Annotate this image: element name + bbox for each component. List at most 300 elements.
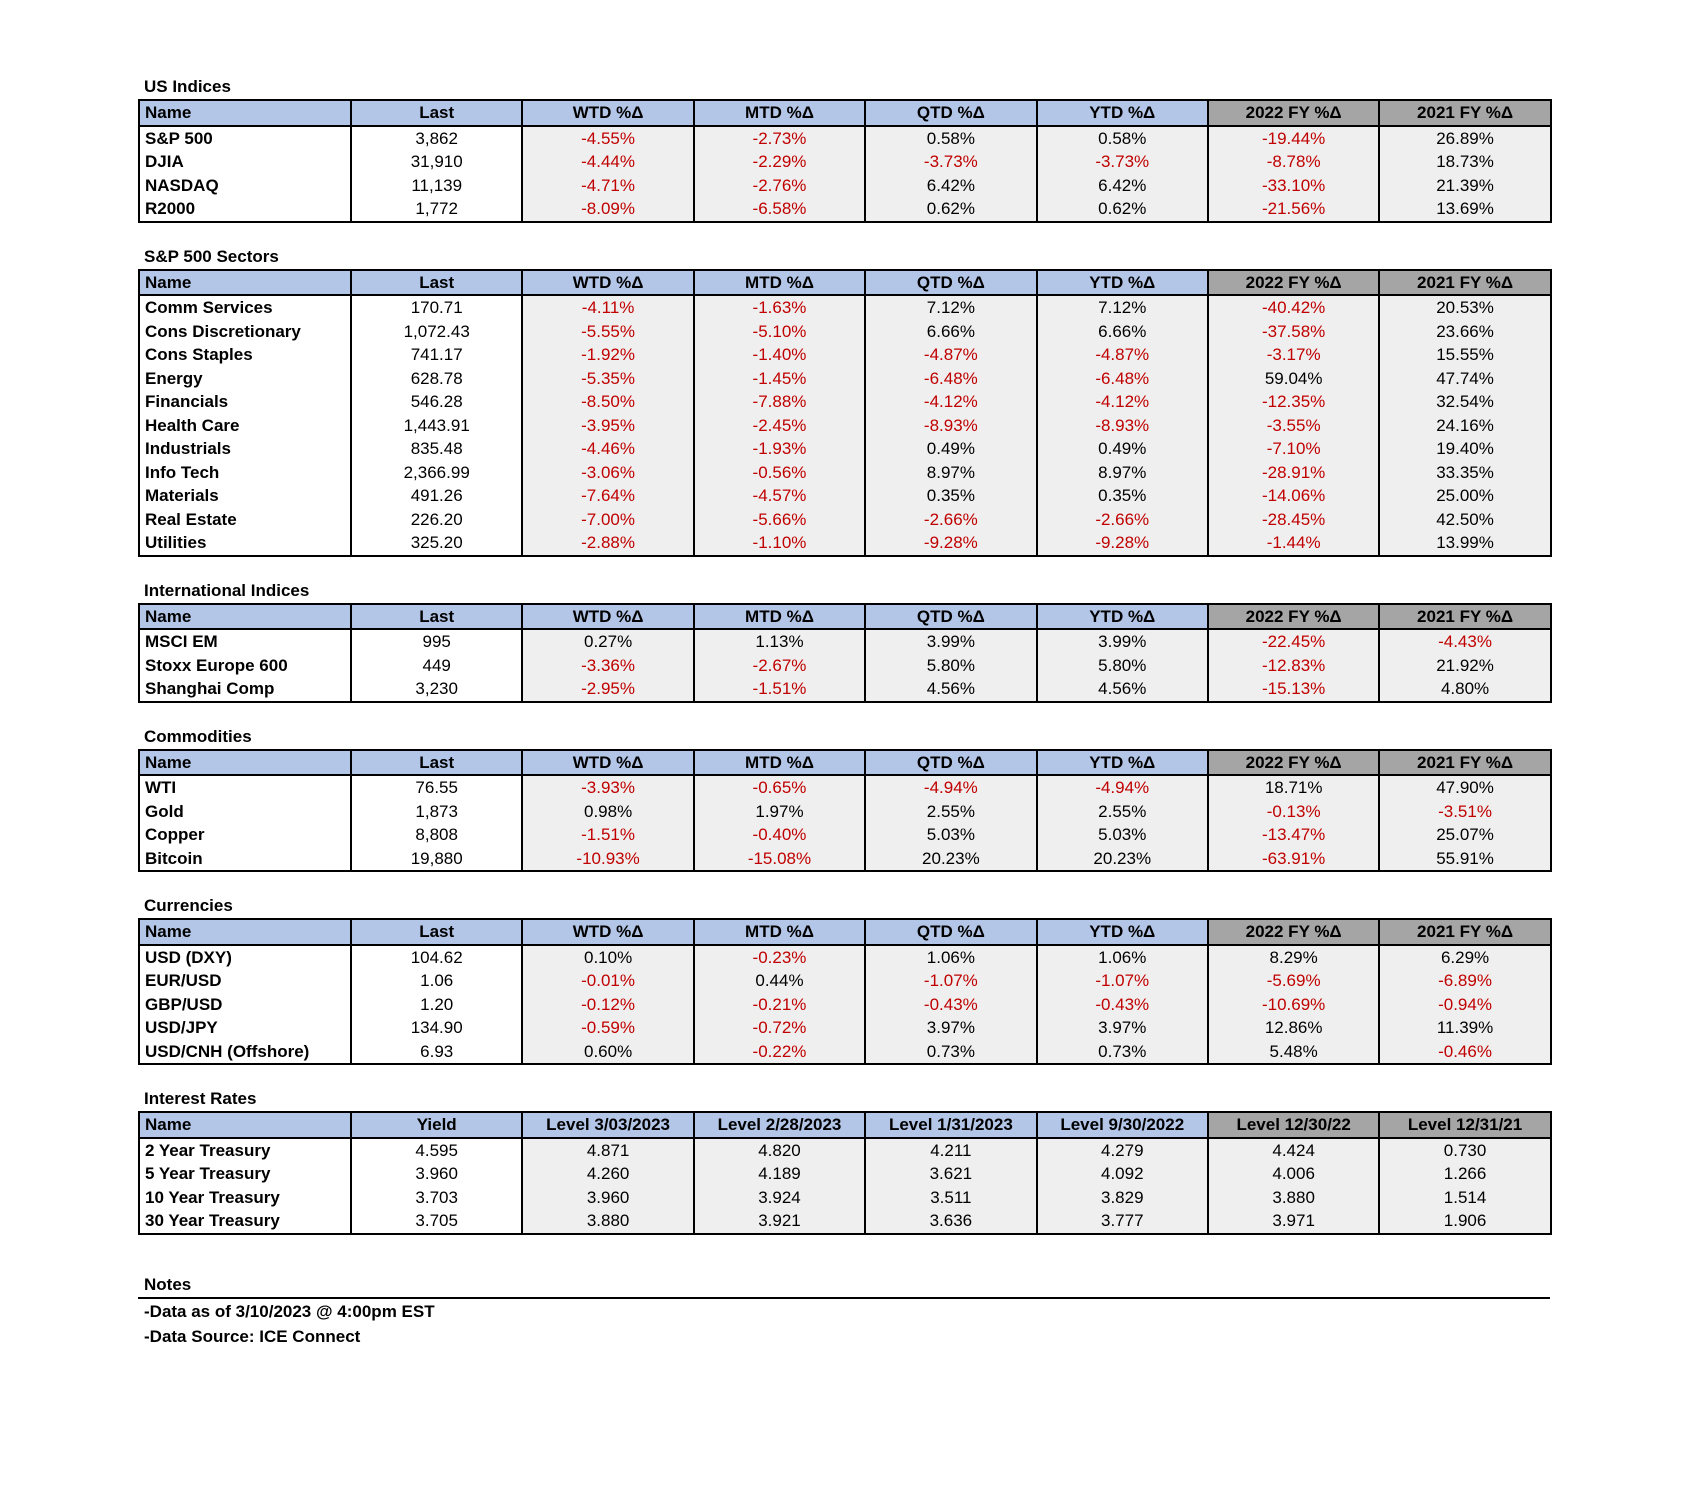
value-cell: -10.93% — [522, 847, 693, 872]
value-cell: -8.09% — [522, 197, 693, 222]
value-cell: 170.71 — [351, 295, 522, 320]
value-cell: 4.006 — [1208, 1162, 1379, 1186]
value-cell: 325.20 — [351, 531, 522, 556]
value-cell: -6.48% — [865, 367, 1036, 391]
value-cell: 2,366.99 — [351, 461, 522, 485]
row-name-cell: 30 Year Treasury — [139, 1209, 351, 1234]
column-header: MTD %Δ — [694, 100, 865, 126]
value-cell: 104.62 — [351, 945, 522, 970]
value-cell: -3.93% — [522, 775, 693, 800]
value-cell: -2.88% — [522, 531, 693, 556]
column-header: Level 9/30/2022 — [1037, 1112, 1208, 1138]
value-cell: 8.97% — [1037, 461, 1208, 485]
column-header: MTD %Δ — [694, 270, 865, 296]
value-cell: 4.56% — [865, 677, 1036, 702]
row-name-cell: Comm Services — [139, 295, 351, 320]
header-row — [139, 100, 1551, 126]
value-cell: 2.55% — [1037, 800, 1208, 824]
value-cell: 0.58% — [1037, 126, 1208, 151]
value-cell: 0.58% — [865, 126, 1036, 151]
value-cell: -2.76% — [694, 174, 865, 198]
value-cell: 12.86% — [1208, 1016, 1379, 1040]
value-cell: -5.55% — [522, 320, 693, 344]
column-header: MTD %Δ — [694, 604, 865, 630]
section-s-p-500-sectors — [138, 244, 1550, 557]
section-interest-rates — [138, 1086, 1550, 1235]
column-header: QTD %Δ — [865, 270, 1036, 296]
value-cell: 1,873 — [351, 800, 522, 824]
value-cell: 3.703 — [351, 1186, 522, 1210]
value-cell: -1.93% — [694, 437, 865, 461]
value-cell: 4.595 — [351, 1138, 522, 1163]
table-row — [139, 414, 1551, 438]
value-cell: -8.78% — [1208, 150, 1379, 174]
section-title: Interest Rates — [144, 1089, 257, 1108]
value-cell: -4.87% — [1037, 343, 1208, 367]
value-cell: 6.29% — [1379, 945, 1550, 970]
table-row — [139, 437, 1551, 461]
value-cell: 4.56% — [1037, 677, 1208, 702]
value-cell: 0.49% — [865, 437, 1036, 461]
column-header: Last — [351, 270, 522, 296]
value-cell: -0.40% — [694, 823, 865, 847]
value-cell: 5.80% — [1037, 654, 1208, 678]
row-name-cell: EUR/USD — [139, 969, 351, 993]
value-cell: 134.90 — [351, 1016, 522, 1040]
header-row — [139, 750, 1551, 776]
value-cell: -4.12% — [865, 390, 1036, 414]
table-row — [139, 295, 1551, 320]
column-header: QTD %Δ — [865, 604, 1036, 630]
header-row — [139, 270, 1551, 296]
value-cell: -1.51% — [522, 823, 693, 847]
value-cell: -2.95% — [522, 677, 693, 702]
value-cell: -28.91% — [1208, 461, 1379, 485]
data-table — [138, 918, 1552, 1065]
data-table — [138, 603, 1552, 703]
column-header: 2022 FY %Δ — [1208, 750, 1379, 776]
section-title: S&P 500 Sectors — [144, 246, 279, 266]
table-row — [139, 823, 1551, 847]
value-cell: 3.924 — [694, 1186, 865, 1210]
value-cell: 24.16% — [1379, 414, 1550, 438]
column-header: 2021 FY %Δ — [1379, 100, 1550, 126]
value-cell: 4.092 — [1037, 1162, 1208, 1186]
section-us-indices — [138, 74, 1550, 223]
row-name-cell: Materials — [139, 484, 351, 508]
value-cell: 3.921 — [694, 1209, 865, 1234]
value-cell: -63.91% — [1208, 847, 1379, 872]
value-cell: 6.42% — [1037, 174, 1208, 198]
value-cell: 3.621 — [865, 1162, 1036, 1186]
column-header: Level 12/30/22 — [1208, 1112, 1379, 1138]
column-header: Last — [351, 750, 522, 776]
column-header: Name — [139, 1112, 351, 1138]
value-cell: -7.00% — [522, 508, 693, 532]
value-cell: -0.56% — [694, 461, 865, 485]
column-header: Level 1/31/2023 — [865, 1112, 1036, 1138]
value-cell: -0.46% — [1379, 1040, 1550, 1065]
value-cell: -33.10% — [1208, 174, 1379, 198]
row-name-cell: R2000 — [139, 197, 351, 222]
row-name-cell: Info Tech — [139, 461, 351, 485]
value-cell: 3.511 — [865, 1186, 1036, 1210]
column-header: WTD %Δ — [522, 270, 693, 296]
column-header: Level 3/03/2023 — [522, 1112, 693, 1138]
column-header: 2021 FY %Δ — [1379, 919, 1550, 945]
value-cell: -1.92% — [522, 343, 693, 367]
table-row — [139, 629, 1551, 654]
column-header: Level 2/28/2023 — [694, 1112, 865, 1138]
value-cell: -15.08% — [694, 847, 865, 872]
table-row — [139, 320, 1551, 344]
value-cell: 4.189 — [694, 1162, 865, 1186]
data-table — [138, 99, 1552, 223]
row-name-cell: GBP/USD — [139, 993, 351, 1017]
value-cell: -1.10% — [694, 531, 865, 556]
value-cell: 0.73% — [1037, 1040, 1208, 1065]
data-table — [138, 269, 1552, 557]
column-header: 2021 FY %Δ — [1379, 604, 1550, 630]
data-table — [138, 1111, 1552, 1235]
value-cell: -2.66% — [1037, 508, 1208, 532]
value-cell: 2.55% — [865, 800, 1036, 824]
value-cell: -5.10% — [694, 320, 865, 344]
table-row — [139, 775, 1551, 800]
sections-container — [138, 74, 1550, 1235]
value-cell: 3.705 — [351, 1209, 522, 1234]
column-header: 2022 FY %Δ — [1208, 919, 1379, 945]
value-cell: -28.45% — [1208, 508, 1379, 532]
value-cell: 546.28 — [351, 390, 522, 414]
value-cell: -4.43% — [1379, 629, 1550, 654]
value-cell: -1.07% — [1037, 969, 1208, 993]
value-cell: -4.44% — [522, 150, 693, 174]
table-row — [139, 800, 1551, 824]
value-cell: 3.880 — [522, 1209, 693, 1234]
value-cell: -9.28% — [865, 531, 1036, 556]
column-header: MTD %Δ — [694, 750, 865, 776]
row-name-cell: USD/JPY — [139, 1016, 351, 1040]
value-cell: 20.23% — [865, 847, 1036, 872]
value-cell: -4.11% — [522, 295, 693, 320]
value-cell: 0.62% — [865, 197, 1036, 222]
row-name-cell: Copper — [139, 823, 351, 847]
data-table — [138, 749, 1552, 873]
value-cell: 628.78 — [351, 367, 522, 391]
value-cell: 4.80% — [1379, 677, 1550, 702]
value-cell: 0.98% — [522, 800, 693, 824]
value-cell: -2.29% — [694, 150, 865, 174]
value-cell: 6.66% — [1037, 320, 1208, 344]
row-name-cell: DJIA — [139, 150, 351, 174]
value-cell: 18.73% — [1379, 150, 1550, 174]
value-cell: 25.07% — [1379, 823, 1550, 847]
value-cell: 33.35% — [1379, 461, 1550, 485]
section-international-indices — [138, 578, 1550, 703]
value-cell: 47.90% — [1379, 775, 1550, 800]
value-cell: 8.97% — [865, 461, 1036, 485]
market-summary-page — [138, 74, 1550, 1349]
value-cell: 0.49% — [1037, 437, 1208, 461]
value-cell: -1.07% — [865, 969, 1036, 993]
column-header: Level 12/31/21 — [1379, 1112, 1550, 1138]
column-header: Yield — [351, 1112, 522, 1138]
value-cell: 1,443.91 — [351, 414, 522, 438]
row-name-cell: Gold — [139, 800, 351, 824]
value-cell: -1.51% — [694, 677, 865, 702]
value-cell: -3.73% — [865, 150, 1036, 174]
value-cell: 1.20 — [351, 993, 522, 1017]
value-cell: 19,880 — [351, 847, 522, 872]
section-title: International Indices — [144, 580, 310, 600]
note-line: -Data as of 3/10/2023 @ 4:00pm EST — [144, 1301, 435, 1321]
column-header: 2021 FY %Δ — [1379, 750, 1550, 776]
value-cell: -5.69% — [1208, 969, 1379, 993]
value-cell: 1,072.43 — [351, 320, 522, 344]
column-header: Name — [139, 100, 351, 126]
table-row — [139, 1186, 1551, 1210]
column-header: YTD %Δ — [1037, 100, 1208, 126]
column-header: MTD %Δ — [694, 919, 865, 945]
value-cell: 3.960 — [351, 1162, 522, 1186]
value-cell: -10.69% — [1208, 993, 1379, 1017]
note-line: -Data Source: ICE Connect — [144, 1326, 361, 1346]
value-cell: 1.97% — [694, 800, 865, 824]
value-cell: 47.74% — [1379, 367, 1550, 391]
value-cell: 21.39% — [1379, 174, 1550, 198]
value-cell: 4.424 — [1208, 1138, 1379, 1163]
table-row — [139, 1016, 1551, 1040]
row-name-cell: Cons Staples — [139, 343, 351, 367]
value-cell: -4.57% — [694, 484, 865, 508]
value-cell: 0.73% — [865, 1040, 1036, 1065]
column-header: Name — [139, 919, 351, 945]
value-cell: -19.44% — [1208, 126, 1379, 151]
value-cell: -14.06% — [1208, 484, 1379, 508]
column-header: QTD %Δ — [865, 919, 1036, 945]
value-cell: -0.43% — [865, 993, 1036, 1017]
column-header: 2022 FY %Δ — [1208, 100, 1379, 126]
value-cell: -8.93% — [865, 414, 1036, 438]
value-cell: 0.60% — [522, 1040, 693, 1065]
value-cell: -7.64% — [522, 484, 693, 508]
value-cell: 19.40% — [1379, 437, 1550, 461]
section-currencies — [138, 893, 1550, 1065]
value-cell: -3.06% — [522, 461, 693, 485]
header-row — [139, 604, 1551, 630]
value-cell: -5.35% — [522, 367, 693, 391]
row-name-cell: USD (DXY) — [139, 945, 351, 970]
value-cell: 0.62% — [1037, 197, 1208, 222]
value-cell: 1.266 — [1379, 1162, 1550, 1186]
table-row — [139, 677, 1551, 702]
header-row — [139, 1112, 1551, 1138]
value-cell: 13.69% — [1379, 197, 1550, 222]
table-row — [139, 484, 1551, 508]
row-name-cell: Financials — [139, 390, 351, 414]
value-cell: 835.48 — [351, 437, 522, 461]
value-cell: 1.06 — [351, 969, 522, 993]
table-row — [139, 969, 1551, 993]
value-cell: -5.66% — [694, 508, 865, 532]
row-name-cell: Bitcoin — [139, 847, 351, 872]
value-cell: 31,910 — [351, 150, 522, 174]
value-cell: 18.71% — [1208, 775, 1379, 800]
column-header: WTD %Δ — [522, 604, 693, 630]
value-cell: -2.67% — [694, 654, 865, 678]
value-cell: 0.27% — [522, 629, 693, 654]
value-cell: 3.971 — [1208, 1209, 1379, 1234]
section-title: US Indices — [144, 77, 231, 96]
section-title: Commodities — [144, 726, 252, 746]
value-cell: -1.40% — [694, 343, 865, 367]
value-cell: 3.99% — [865, 629, 1036, 654]
value-cell: 1.06% — [1037, 945, 1208, 970]
column-header: Last — [351, 100, 522, 126]
value-cell: 8.29% — [1208, 945, 1379, 970]
value-cell: -0.22% — [694, 1040, 865, 1065]
table-row — [139, 847, 1551, 872]
value-cell: -4.71% — [522, 174, 693, 198]
value-cell: 3.777 — [1037, 1209, 1208, 1234]
column-header: Last — [351, 919, 522, 945]
table-row — [139, 367, 1551, 391]
column-header: YTD %Δ — [1037, 604, 1208, 630]
row-name-cell: MSCI EM — [139, 629, 351, 654]
value-cell: -12.35% — [1208, 390, 1379, 414]
value-cell: 1.514 — [1379, 1186, 1550, 1210]
value-cell: 3.636 — [865, 1209, 1036, 1234]
column-header: Name — [139, 270, 351, 296]
value-cell: -0.12% — [522, 993, 693, 1017]
table-row — [139, 390, 1551, 414]
value-cell: -7.10% — [1208, 437, 1379, 461]
value-cell: 20.23% — [1037, 847, 1208, 872]
column-header: QTD %Δ — [865, 750, 1036, 776]
value-cell: -8.50% — [522, 390, 693, 414]
value-cell: 1.13% — [694, 629, 865, 654]
value-cell: 59.04% — [1208, 367, 1379, 391]
value-cell: -4.46% — [522, 437, 693, 461]
value-cell: -4.55% — [522, 126, 693, 151]
row-name-cell: Industrials — [139, 437, 351, 461]
row-name-cell: USD/CNH (Offshore) — [139, 1040, 351, 1065]
value-cell: 3.960 — [522, 1186, 693, 1210]
notes-title: Notes — [138, 1273, 1550, 1299]
table-row — [139, 150, 1551, 174]
column-header: Last — [351, 604, 522, 630]
value-cell: 55.91% — [1379, 847, 1550, 872]
value-cell: -0.94% — [1379, 993, 1550, 1017]
row-name-cell: Energy — [139, 367, 351, 391]
value-cell: 76.55 — [351, 775, 522, 800]
value-cell: 1,772 — [351, 197, 522, 222]
value-cell: 15.55% — [1379, 343, 1550, 367]
column-header: Name — [139, 750, 351, 776]
value-cell: -1.44% — [1208, 531, 1379, 556]
value-cell: -6.48% — [1037, 367, 1208, 391]
section-title: Currencies — [144, 896, 233, 915]
value-cell: 1.906 — [1379, 1209, 1550, 1234]
value-cell: 25.00% — [1379, 484, 1550, 508]
table-row — [139, 197, 1551, 222]
value-cell: -2.66% — [865, 508, 1036, 532]
notes-section — [138, 1273, 1550, 1349]
value-cell: 26.89% — [1379, 126, 1550, 151]
value-cell: 0.35% — [865, 484, 1036, 508]
value-cell: 3.97% — [1037, 1016, 1208, 1040]
value-cell: -0.72% — [694, 1016, 865, 1040]
value-cell: 42.50% — [1379, 508, 1550, 532]
column-header: YTD %Δ — [1037, 919, 1208, 945]
row-name-cell: 5 Year Treasury — [139, 1162, 351, 1186]
value-cell: 3.99% — [1037, 629, 1208, 654]
value-cell: 3.97% — [865, 1016, 1036, 1040]
value-cell: 0.10% — [522, 945, 693, 970]
value-cell: -4.87% — [865, 343, 1036, 367]
value-cell: 11,139 — [351, 174, 522, 198]
table-row — [139, 174, 1551, 198]
value-cell: -0.65% — [694, 775, 865, 800]
value-cell: -2.73% — [694, 126, 865, 151]
table-row — [139, 531, 1551, 556]
value-cell: 5.03% — [1037, 823, 1208, 847]
value-cell: 5.80% — [865, 654, 1036, 678]
value-cell: -7.88% — [694, 390, 865, 414]
value-cell: -4.94% — [1037, 775, 1208, 800]
table-row — [139, 945, 1551, 970]
row-name-cell: Utilities — [139, 531, 351, 556]
value-cell: 4.279 — [1037, 1138, 1208, 1163]
row-name-cell: Shanghai Comp — [139, 677, 351, 702]
value-cell: -4.94% — [865, 775, 1036, 800]
column-header: 2022 FY %Δ — [1208, 270, 1379, 296]
section-commodities — [138, 724, 1550, 873]
value-cell: 0.730 — [1379, 1138, 1550, 1163]
value-cell: -22.45% — [1208, 629, 1379, 654]
value-cell: -2.45% — [694, 414, 865, 438]
value-cell: -0.21% — [694, 993, 865, 1017]
value-cell: 3,862 — [351, 126, 522, 151]
value-cell: 449 — [351, 654, 522, 678]
value-cell: -0.13% — [1208, 800, 1379, 824]
value-cell: 21.92% — [1379, 654, 1550, 678]
table-row — [139, 654, 1551, 678]
row-name-cell: Real Estate — [139, 508, 351, 532]
value-cell: -0.23% — [694, 945, 865, 970]
row-name-cell: S&P 500 — [139, 126, 351, 151]
value-cell: 11.39% — [1379, 1016, 1550, 1040]
value-cell: 6.93 — [351, 1040, 522, 1065]
column-header: 2021 FY %Δ — [1379, 270, 1550, 296]
value-cell: -3.55% — [1208, 414, 1379, 438]
row-name-cell: Health Care — [139, 414, 351, 438]
value-cell: 5.48% — [1208, 1040, 1379, 1065]
table-row — [139, 1040, 1551, 1065]
row-name-cell: Stoxx Europe 600 — [139, 654, 351, 678]
value-cell: -1.63% — [694, 295, 865, 320]
header-row — [139, 919, 1551, 945]
value-cell: 13.99% — [1379, 531, 1550, 556]
table-row — [139, 126, 1551, 151]
value-cell: -0.01% — [522, 969, 693, 993]
column-header: QTD %Δ — [865, 100, 1036, 126]
value-cell: 8,808 — [351, 823, 522, 847]
value-cell: 995 — [351, 629, 522, 654]
value-cell: -3.36% — [522, 654, 693, 678]
value-cell: -3.73% — [1037, 150, 1208, 174]
